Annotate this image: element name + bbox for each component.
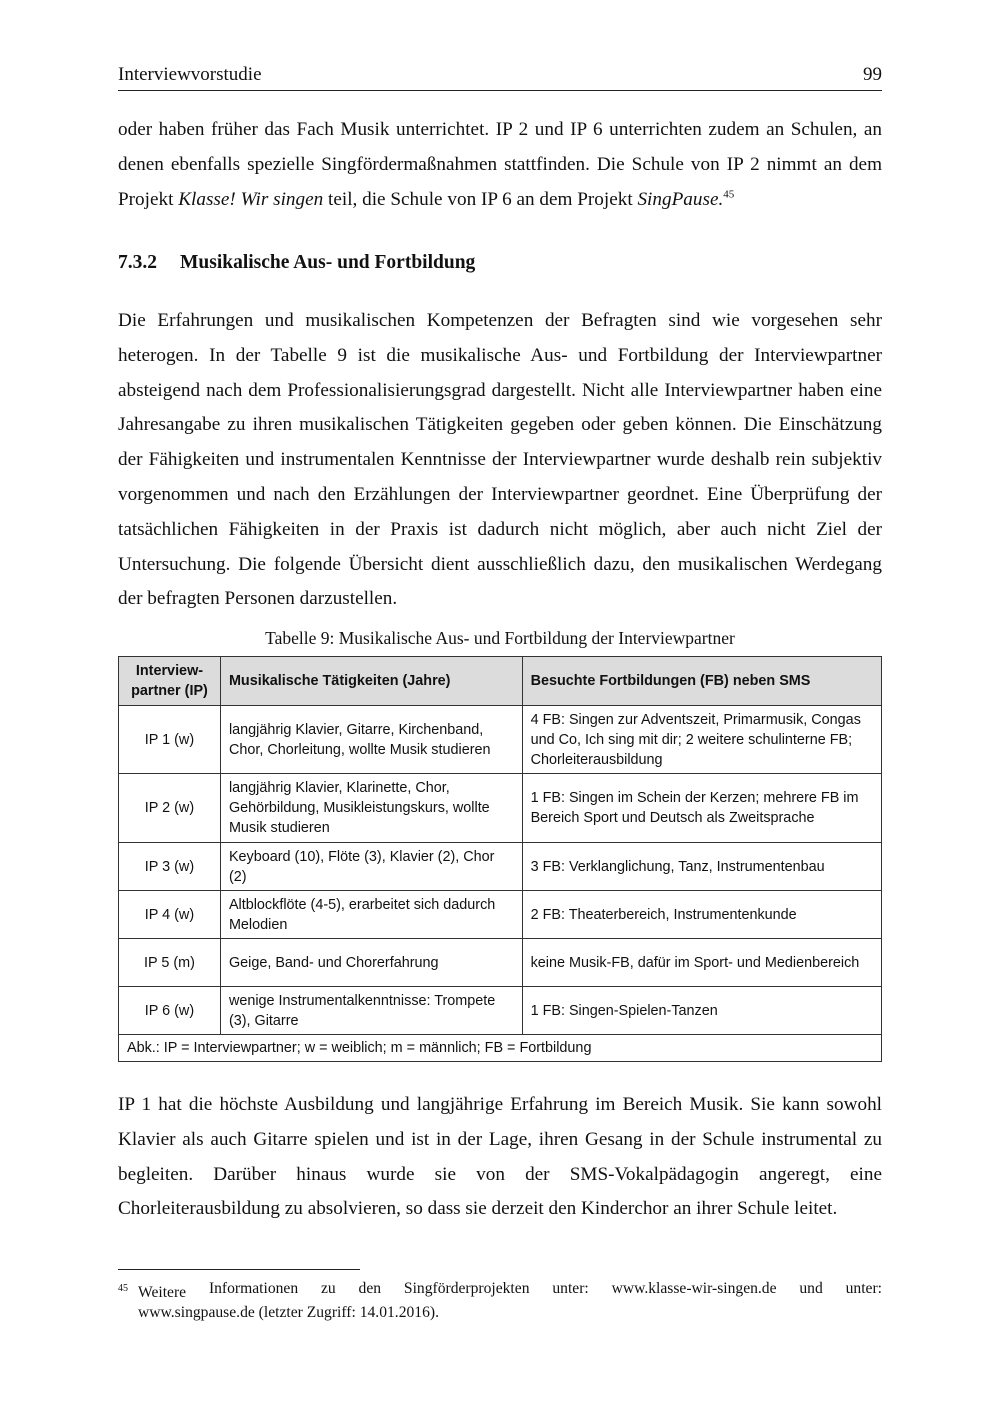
table-row xyxy=(119,843,882,891)
table-row xyxy=(119,706,882,774)
intro-paragraph xyxy=(118,113,882,217)
page-number: 99 xyxy=(863,64,882,85)
footnote-line-1 xyxy=(118,1279,882,1303)
footnote-word: zu xyxy=(320,1280,336,1297)
footnote-word: Singförderprojekten xyxy=(403,1280,530,1297)
header-ip-line1: Interview- xyxy=(135,663,204,679)
cell-activities: Keyboard (10), Flöte (3), Klavier (2), Chor (2) xyxy=(220,843,522,891)
table-header-row xyxy=(119,657,882,706)
footnote xyxy=(118,1279,882,1323)
header-activities: Musikalische Tätigkeiten (Jahre) xyxy=(220,657,522,706)
cell-trainings: 1 FB: Singen-Spielen-Tanzen xyxy=(522,987,881,1035)
footnote-word: Weitere xyxy=(138,1284,187,1302)
cell-activities: langjährig Klavier, Klarinette, Chor, Gehörbildung, Musikleistungskurs, wollte Musik studieren xyxy=(220,774,522,843)
cell-ip: IP 5 (m) xyxy=(119,939,221,987)
footnote-word: und xyxy=(799,1280,823,1297)
cell-trainings: 2 FB: Theaterbereich, Instrumentenkunde xyxy=(522,891,881,939)
cell-ip: IP 1 (w) xyxy=(119,706,221,774)
section-title: Musikalische Aus- und Fortbildung xyxy=(180,252,476,273)
table-abbreviations: Abk.: IP = Interviewpartner; w = weiblich; m = männlich; FB = Fortbildung xyxy=(119,1035,882,1062)
intro-text-2: teil, die Schule von IP 6 an dem Projekt xyxy=(323,188,638,210)
section-number: 7.3.2 xyxy=(118,252,157,273)
section-heading xyxy=(118,252,475,274)
running-head xyxy=(118,64,882,91)
footnote-number: 45 xyxy=(118,1283,128,1294)
footnote-divider xyxy=(118,1269,360,1270)
intro-text-1: oder haben früher das Fach Musik unterrichtet. IP 2 und IP 6 unterrichten zudem an Schulen, an denen ebenfalls spezielle Singfördermaßnahmen stattfinden. Die Schule von IP 2 nimmt an dem Projekt xyxy=(118,119,882,210)
table-row xyxy=(119,987,882,1035)
cell-trainings: 1 FB: Singen im Schein der Kerzen; mehrere FB im Bereich Sport und Deutsch als Zweitsprache xyxy=(522,774,881,843)
cell-ip: IP 3 (w) xyxy=(119,843,221,891)
closing-paragraph: IP 1 hat die höchste Ausbildung und langjährige Erfahrung im Bereich Musik. Sie kann sowohl Klavier als auch Gitarre spielen und ist in der Lage, ihren Gesang in der Schule instrumental zu begleiten. Darüber hinaus wurde sie von der SMS-Vokalpädagogin angeregt, eine Chorleiterausbildung zu absolvieren, so dass sie derzeit den Kinderchor an ihrer Schule leitet. xyxy=(118,1094,882,1220)
table-row xyxy=(119,939,882,987)
footnote-word: unter: xyxy=(552,1280,589,1297)
cell-trainings: 4 FB: Singen zur Adventszeit, Primarmusik, Congas und Co, Ich sing mit dir; 2 weitere schulinterne FB; Chorleiterausbildung xyxy=(522,706,881,774)
cell-ip: IP 2 (w) xyxy=(119,774,221,843)
cell-trainings: 3 FB: Verklanglichung, Tanz, Instrumentenbau xyxy=(522,843,881,891)
education-table xyxy=(118,656,882,1062)
project-klasse-wir-singen: Klasse! Wir singen xyxy=(178,188,324,210)
footnote-link-klasse-wir-singen[interactable]: www.klasse-wir-singen.de xyxy=(611,1280,777,1297)
table-abbreviations-row xyxy=(119,1035,882,1062)
cell-activities: wenige Instrumentalkenntnisse: Trompete (3), Gitarre xyxy=(220,987,522,1035)
footnote-lead xyxy=(118,1279,186,1303)
footnote-word: den xyxy=(358,1280,382,1297)
cell-activities: Geige, Band- und Chorerfahrung xyxy=(220,939,522,987)
footnote-word: Informationen xyxy=(208,1280,299,1297)
table-caption: Tabelle 9: Musikalische Aus- und Fortbildung der Interviewpartner xyxy=(265,628,735,648)
header-trainings: Besuchte Fortbildungen (FB) neben SMS xyxy=(522,657,881,706)
cell-activities: Altblockflöte (4-5), erarbeitet sich dadurch Melodien xyxy=(220,891,522,939)
cell-trainings: keine Musik-FB, dafür im Sport- und Medienbereich xyxy=(522,939,881,987)
header-interview-partner xyxy=(119,657,221,706)
footnote-reference[interactable]: 45 xyxy=(723,188,735,201)
body-paragraph: Die Erfahrungen und musikalischen Kompetenzen der Befragten sind wie vorgesehen sehr heterogen. In der Tabelle 9 ist die musikalische Aus- und Fortbildung der Interviewpartner absteigend nach dem Professionalisierungsgrad dargestellt. Nicht alle Interviewpartner haben eine Jahresangabe zu ihren musikalischen Tätigkeiten gegeben oder geben können. Die Einschätzung der Fähigkeiten und instrumentalen Kenntnisse der Interviewpartner wurde deshalb rein subjektiv vorgenommen und nach den Erzählungen der Interviewpartner geordnet. Eine Überprüfung der tatsächlichen Fähigkeiten in der Praxis ist dadurch nicht möglich, aber auch nicht Ziel der Untersuchung. Die folgende Übersicht dient ausschließlich dazu, den musikalischen Werdegang der befragten Personen darzustellen. xyxy=(118,310,882,610)
cell-activities: langjährig Klavier, Gitarre, Kirchenband, Chor, Chorleitung, wollte Musik studieren xyxy=(220,706,522,774)
footnote-word: unter: xyxy=(845,1280,882,1297)
running-head-title: Interviewvorstudie xyxy=(118,64,262,85)
header-ip-line2: partner (IP) xyxy=(131,683,208,699)
footnote-line-2[interactable]: www.singpause.de (letzter Zugriff: 14.01.2016). xyxy=(138,1304,439,1322)
cell-ip: IP 6 (w) xyxy=(119,987,221,1035)
table-row xyxy=(119,774,882,843)
cell-ip: IP 4 (w) xyxy=(119,891,221,939)
table-row xyxy=(119,891,882,939)
project-singpause: SingPause. xyxy=(637,188,724,210)
